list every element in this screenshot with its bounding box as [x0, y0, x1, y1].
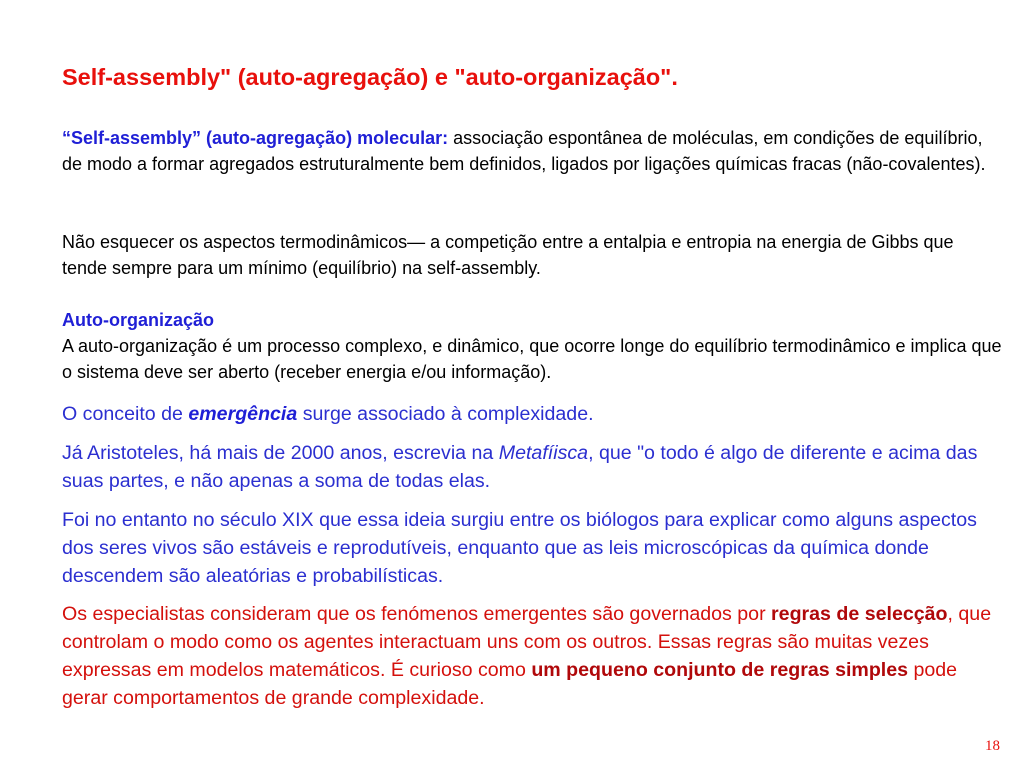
emergence-text-after: surge associado à complexidade.: [297, 403, 594, 425]
self-assembly-term: “Self-assembly” (auto-agregação) molecular:: [62, 128, 449, 148]
self-assembly-definition: associação espontânea de moléculas, em condições de equilíbrio, de modo a formar agregados estruturalmente bem definidos, ligados por ligações químicas fracas (não-covalentes).: [62, 128, 986, 174]
aristotle-text-before: Já Aristoteles, há mais de 2000 anos, escrevia na: [62, 442, 499, 464]
nineteenth-century-paragraph: Foi no entanto no século XIX que essa ideia surgiu entre os biólogos para explicar como alguns aspectos dos seres vivos são estáveis e reprodutíveis, enquanto que as leis microscópicas da química donde descendem são aleatórias e probabilísticas.: [62, 509, 977, 587]
auto-organization-heading: Auto-organização: [62, 310, 215, 330]
selection-rules-keyword: regras de selecção: [771, 603, 948, 625]
slide-number: 18: [985, 738, 1000, 754]
simple-rules-keyword: um pequeno conjunto de regras simples: [531, 659, 909, 681]
specialists-paragraph: [62, 600, 1002, 712]
emergence-paragraph: [62, 400, 1002, 428]
aristotle-work: Metafíisca: [498, 442, 589, 464]
emergence-text-before: O conceito de: [62, 403, 189, 425]
slide-title: Self-assembly" (auto-agregação) e "auto-organização".: [62, 64, 678, 90]
auto-organization-section: [62, 307, 1002, 385]
self-assembly-paragraph: [62, 125, 1002, 177]
specialists-text-1: Os especialistas consideram que os fenómenos emergentes são governados por: [62, 603, 772, 625]
specialists-text-2: , que controlam o modo como os agentes interactuam uns com os outros. Essas regras são muitas vezes expressas em modelos matemáticos. É curioso como: [62, 603, 992, 681]
specialists-text-3: pode gerar comportamentos de grande complexidade.: [62, 659, 958, 709]
aristotle-text-after: , que "o todo é algo de diferente e acima das suas partes, e não apenas a soma de todas elas.: [62, 442, 978, 492]
auto-organization-text: A auto-organização é um processo complexo, e dinâmico, que ocorre longe do equilíbrio termodinâmico e implica que o sistema deve ser aberto (receber energia e/ou informação).: [62, 336, 1002, 382]
emergence-keyword: emergência: [188, 403, 298, 425]
thermodynamics-note: Não esquecer os aspectos termodinâmicos— a competição entre a entalpia e entropia na energia de Gibbs que tende sempre para um mínimo (equilíbrio) na self-assembly.: [62, 232, 954, 278]
aristotle-paragraph: [62, 439, 1002, 495]
